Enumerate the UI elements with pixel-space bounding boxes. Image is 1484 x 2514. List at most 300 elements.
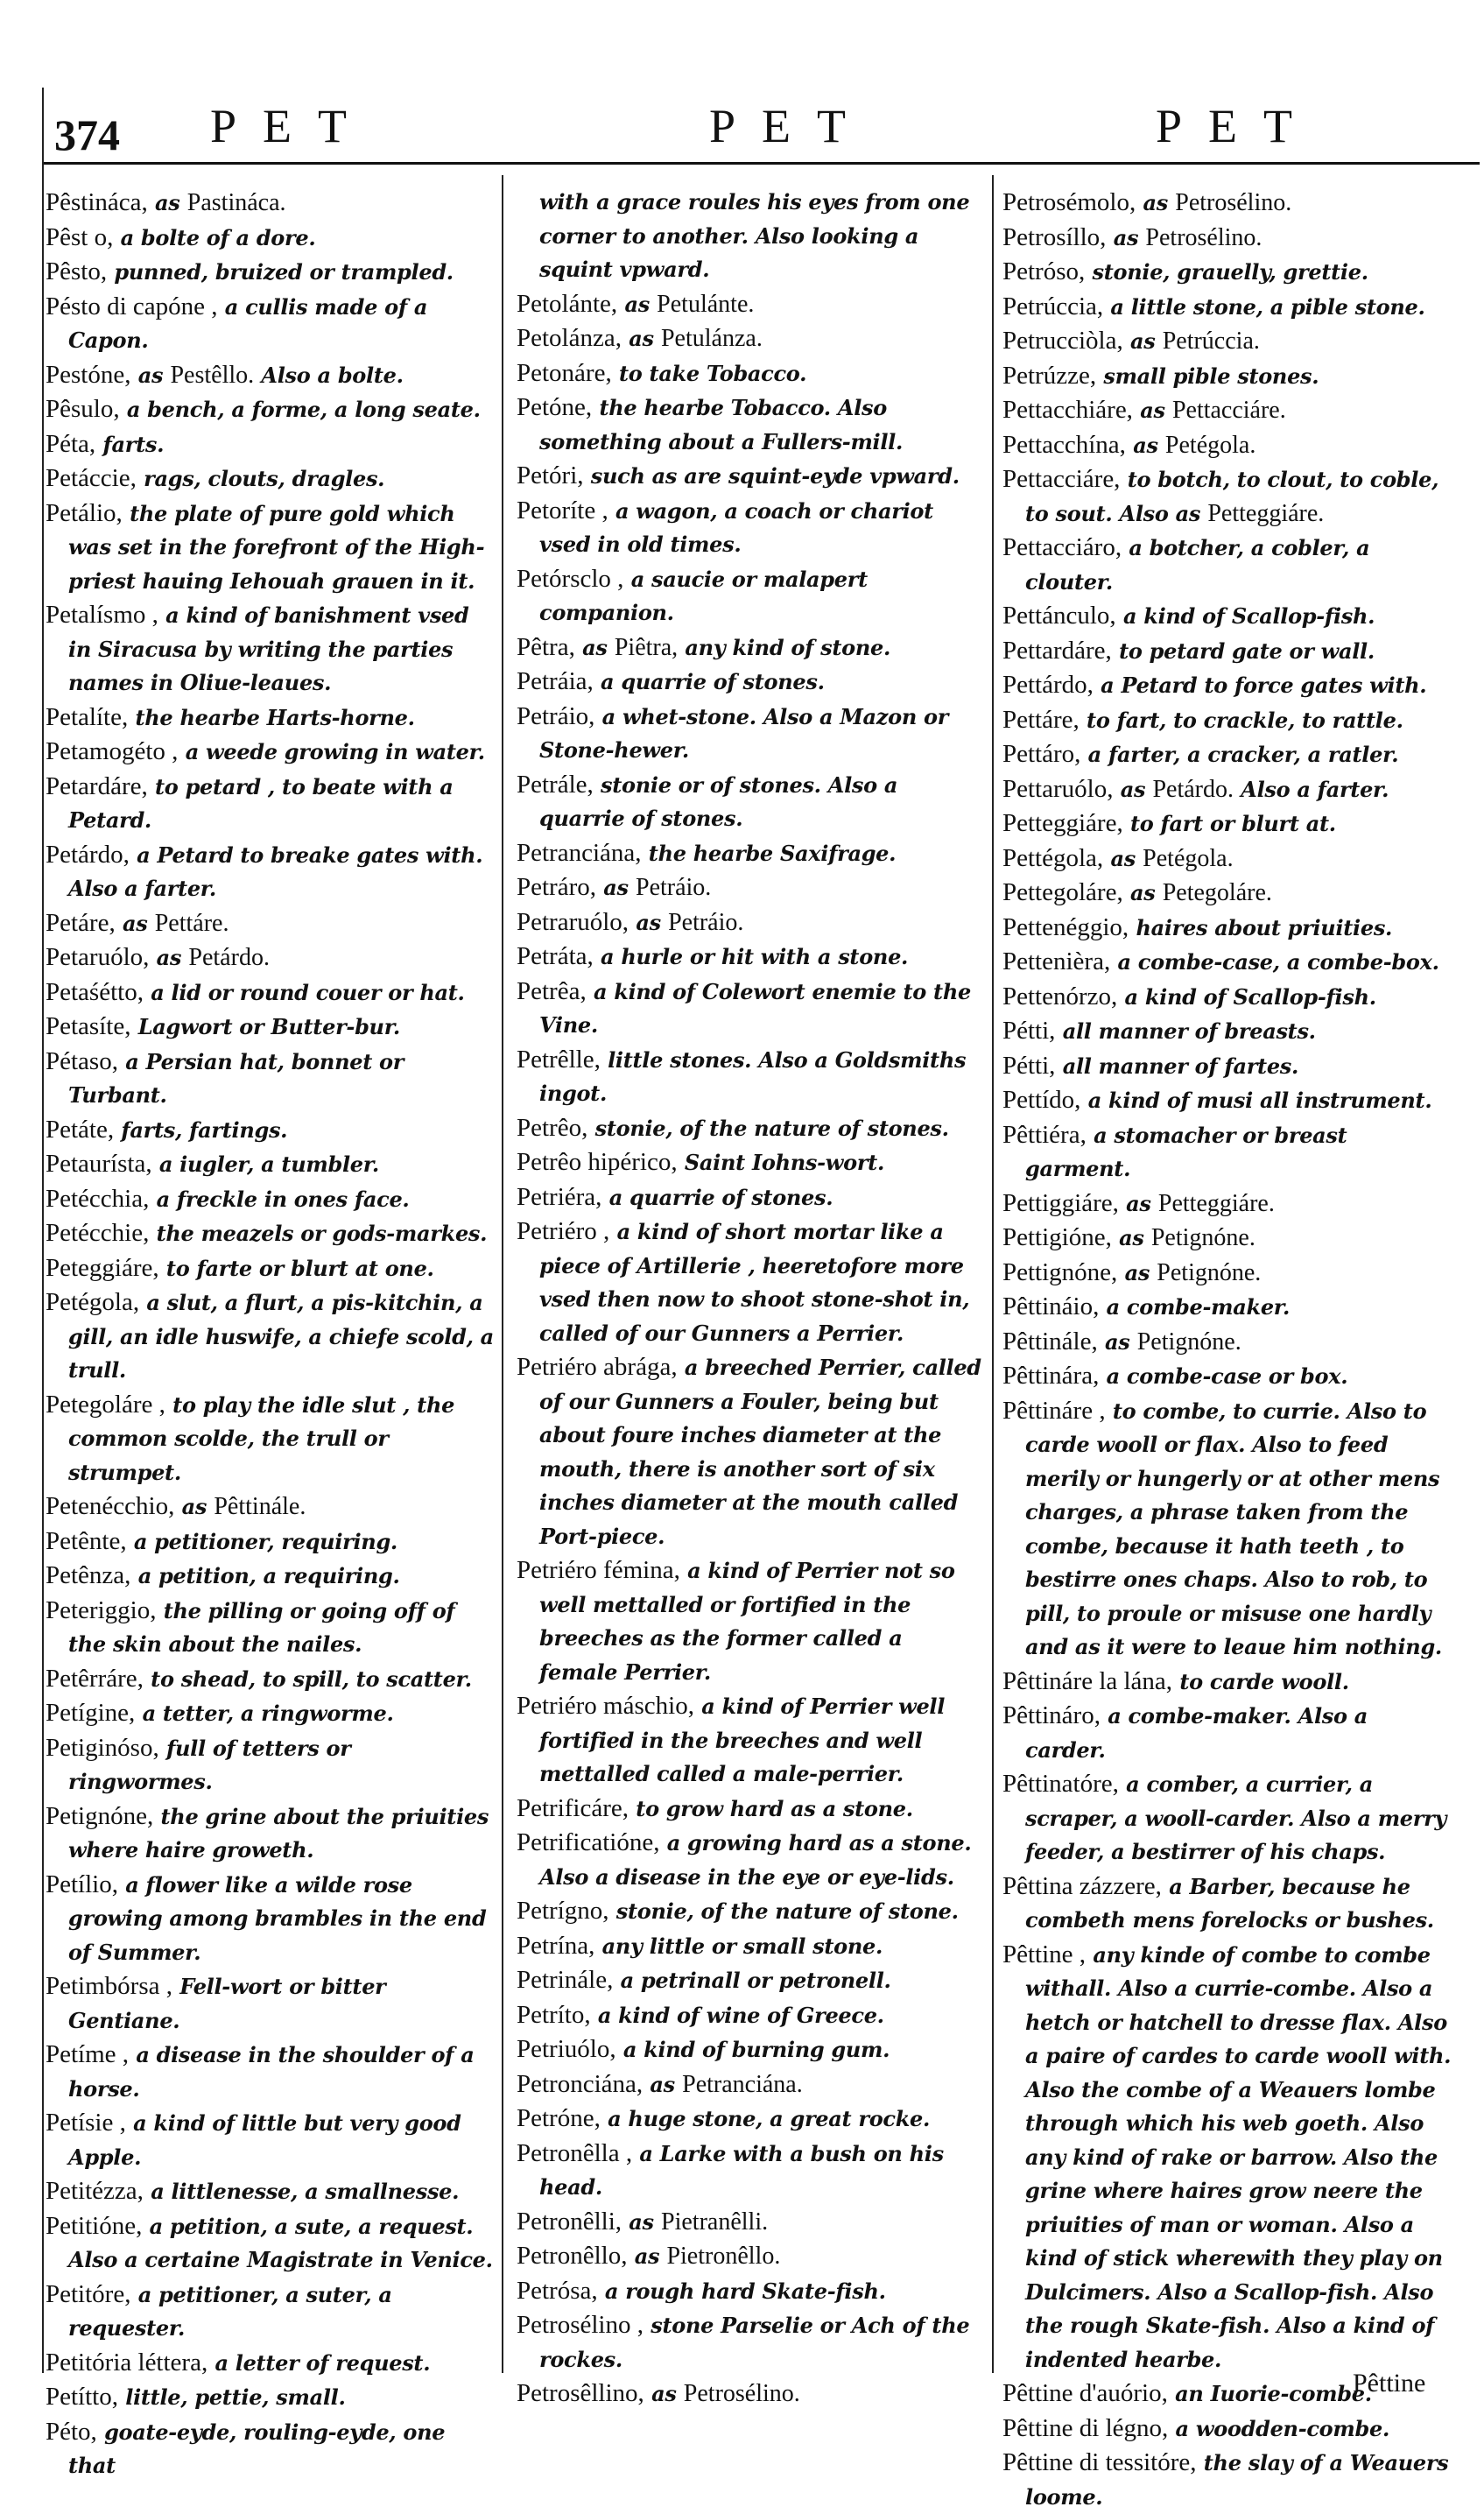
cross-reference: Pestêllo.	[170, 361, 255, 389]
headword: Pêttináre ,	[1002, 1396, 1106, 1425]
headword: Petraruólo,	[517, 907, 629, 936]
definition: a saucie or malapert companion.	[539, 566, 868, 625]
dictionary-entry	[517, 1826, 985, 1894]
dictionary-entry	[1002, 876, 1453, 911]
dictionary-entry	[517, 391, 985, 459]
definition: a kind of wine of Greece.	[597, 2002, 884, 2028]
headword: Petróne,	[517, 2104, 601, 2132]
definition: a flower like a wilde rose growing among brambles in the end of Summer.	[68, 1871, 487, 1965]
headword: Petrígno,	[517, 1897, 609, 1925]
dictionary-entry	[46, 1696, 496, 1731]
headword: Petrinále,	[517, 1966, 614, 1994]
dictionary-entry	[1002, 531, 1453, 599]
definition: farts, fartings.	[121, 1116, 288, 1143]
definition: as	[629, 2208, 654, 2235]
definition: to take Tobacco.	[618, 360, 807, 386]
headword: Petasíte,	[46, 1012, 131, 1040]
headword: Péto,	[46, 2417, 97, 2446]
definition: a petrinall or petronell.	[620, 1968, 891, 1993]
dictionary-entry	[46, 2415, 496, 2483]
headword: Petísie ,	[46, 2109, 126, 2137]
dictionary-entry	[517, 1350, 985, 1553]
dictionary-entry	[1002, 772, 1453, 807]
headword: Pettégola,	[1002, 843, 1104, 872]
left-margin-rule	[42, 88, 44, 2373]
definition: stonie or of stones. Also a quarrie of stones.	[539, 771, 898, 831]
dictionary-entry	[517, 975, 985, 1043]
definition: a comber, a currier, a scraper, a wooll-carder. Also a merry feeder, a bestirrer of his chaps.	[1025, 1771, 1447, 1864]
dictionary-entry	[46, 1010, 496, 1045]
headword: Pestóne,	[46, 360, 131, 389]
dictionary-entry	[46, 2278, 496, 2346]
headword: Pêttine di légno,	[1002, 2413, 1169, 2442]
column-rule-2	[992, 175, 994, 2373]
dictionary-entry	[517, 940, 985, 975]
dictionary-entry	[517, 1043, 985, 1111]
headword: Petaurísta,	[46, 1150, 152, 1178]
dictionary-entry	[517, 836, 985, 871]
cross-reference: Petranciána.	[682, 2070, 803, 2098]
headword: Petráro,	[517, 873, 596, 901]
cross-reference: Petteggiáre.	[1207, 499, 1325, 527]
definition: full of tetters or ringwormes.	[68, 1735, 351, 1794]
headword: Petriéro ,	[517, 1217, 610, 1245]
headword: Pettenéggio,	[1002, 912, 1129, 941]
definition: a Barber, because he combeth mens forelocks or bushes.	[1025, 1873, 1434, 1933]
headword: Pétti,	[1002, 1051, 1056, 1080]
dictionary-entry	[517, 562, 985, 630]
running-head-center: PET	[709, 100, 873, 152]
headword: Petriéro máschio,	[517, 1692, 694, 1720]
catchword: Pêttine	[1353, 2369, 1426, 2398]
headword: Petrêo,	[517, 1113, 588, 1142]
definition: a rough hard Skate-fish.	[604, 2278, 886, 2304]
dictionary-entry	[1002, 2412, 1453, 2447]
headword: Petrêlle,	[517, 1045, 601, 1074]
dictionary-entry	[46, 255, 496, 290]
headword: Petriéro abrága,	[517, 1353, 678, 1381]
dictionary-entry	[517, 1929, 985, 1964]
headword: Petáre,	[46, 908, 116, 937]
dictionary-entry	[46, 1662, 496, 1697]
cross-reference: Petignóne.	[1150, 1224, 1255, 1251]
dictionary-entry	[46, 1969, 496, 2038]
definition: a farter, a cracker, a ratler.	[1087, 742, 1399, 767]
definition: as	[1143, 190, 1168, 215]
dictionary-entry	[46, 598, 496, 701]
headword: Pêst o,	[46, 222, 114, 251]
definition: stonie, grauelly, grettie.	[1092, 259, 1368, 285]
definition: an Iuorie-combe.	[1175, 2381, 1372, 2406]
definition: the slay of a Weauers loome.	[1025, 2450, 1449, 2510]
dictionary-entry	[46, 1045, 496, 1113]
headword: Petóne,	[517, 393, 593, 421]
headword: Petílio,	[46, 1870, 118, 1898]
definition: a kind of short mortar like a piece of Artillerie , heeretofore more vsed then now to shoot stone-shot in, called of our Gunners a Perrier.	[539, 1219, 970, 1346]
headword: Petríto,	[517, 2000, 591, 2029]
dictionary-entry	[517, 287, 985, 322]
dictionary-entry	[46, 1525, 496, 1560]
cross-reference: Petrosélino.	[683, 2380, 800, 2407]
headword: Petênza,	[46, 1561, 131, 1589]
definition: Saint Iohns-wort.	[684, 1150, 885, 1175]
dictionary-entry	[517, 1689, 985, 1792]
page-number: 374	[54, 110, 120, 159]
definition: a bolte of a dore.	[120, 224, 316, 250]
headword: Petronêlli,	[517, 2207, 622, 2236]
definition: stone Parselie or Ach of the rockes.	[539, 2313, 970, 2372]
headword: Petrúccia,	[1002, 292, 1104, 320]
dictionary-entry	[46, 1113, 496, 1148]
headword: Petoríte ,	[517, 496, 608, 525]
headword: Petriéro fémina,	[517, 1556, 680, 1584]
definition: the grine about the priuities where haire groweth.	[68, 1803, 489, 1863]
dictionary-entry	[46, 221, 496, 256]
definition: as	[1120, 776, 1146, 802]
definition: a slut, a flurt, a pis-kitchin, a gill, an idle huswife, a chiefe scold, a trull.	[68, 1290, 494, 1383]
cross-reference: Petárdo.	[1152, 775, 1234, 803]
definition: Also a farter.	[1241, 776, 1389, 802]
dictionary-entry	[46, 735, 496, 770]
dictionary-entry	[46, 1799, 496, 1868]
headword: Peteggiáre,	[46, 1253, 159, 1282]
headword: Pettiggiáre,	[1002, 1188, 1119, 1217]
headword: Petitória léttera,	[46, 2348, 208, 2377]
cross-reference: Petráio.	[668, 908, 744, 936]
headword: Petrosélino ,	[517, 2311, 644, 2339]
headword: Petitióne,	[46, 2211, 143, 2240]
dictionary-entry	[46, 975, 496, 1011]
definition: the hearbe Tobacco. Also something about a Fullers-mill.	[539, 395, 904, 454]
definition: haires about priuities.	[1136, 914, 1393, 940]
headword: Pettardáre,	[1002, 636, 1112, 665]
definition: a woodden-combe.	[1175, 2415, 1389, 2441]
definition: to carde wooll.	[1179, 1668, 1349, 1694]
definition: a combe-maker. Also a carder.	[1025, 1703, 1368, 1763]
headword: Petolánte,	[517, 289, 618, 318]
dictionary-entry	[1002, 1014, 1453, 1049]
dictionary-entry	[1002, 1394, 1453, 1665]
dictionary-entry	[46, 906, 496, 941]
dictionary-entry	[46, 2038, 496, 2106]
definition: a lid or round couer or hat.	[151, 979, 465, 1005]
headword: Petranciána,	[517, 838, 642, 867]
headword: Pêstináca,	[46, 188, 148, 216]
cross-reference: Pettacciáre.	[1171, 397, 1286, 424]
definition: a huge stone, a great rocke.	[608, 2106, 931, 2131]
definition: as	[634, 2243, 660, 2269]
headword: Petráta,	[517, 942, 594, 970]
headword: Petronciána,	[517, 2069, 644, 2098]
cross-reference: Petignóne.	[1136, 1327, 1241, 1356]
definition: a tetter, a ringworme.	[142, 1701, 394, 1726]
definition: a letter of request.	[215, 2349, 431, 2376]
headword: Petitóre,	[46, 2279, 131, 2308]
definition: as	[1113, 224, 1139, 250]
definition: a combe-case, a combe-box.	[1117, 949, 1439, 975]
cross-reference: Pêttinále.	[214, 1493, 306, 1520]
dictionary-entry	[1002, 1665, 1453, 1700]
dictionary-entry	[517, 2205, 985, 2240]
definition: a quarrie of stones.	[608, 1184, 833, 1210]
dictionary-entry	[46, 838, 496, 906]
definition: Lagwort or Butter-bur.	[137, 1014, 400, 1039]
headword: Pêttiéra,	[1002, 1120, 1087, 1149]
dictionary-entry	[517, 2032, 985, 2067]
dictionary-entry	[1002, 1325, 1453, 1360]
headword: Petêrráre,	[46, 1664, 144, 1693]
dictionary-entry	[46, 940, 496, 975]
definition: a kind of Scallop-fish.	[1122, 603, 1375, 629]
cross-reference: Petegoláre.	[1162, 879, 1272, 906]
headword: Petenécchio,	[46, 1492, 175, 1520]
definition: a kind of banishment vsed in Siracusa by writing the parties names in Oliue-leaues.	[68, 602, 469, 695]
running-head-right: PET	[1156, 100, 1319, 152]
headword: Petolánza,	[517, 324, 622, 352]
headword: Petênte,	[46, 1526, 127, 1555]
definition: a cullis made of a Capon.	[68, 293, 428, 353]
definition: as	[651, 2381, 677, 2406]
headword: Pêttinatóre,	[1002, 1770, 1119, 1798]
definition: a petitioner, a suter, a requester.	[68, 2281, 392, 2341]
definition: as	[181, 1494, 207, 1519]
definition: as	[1124, 1259, 1150, 1285]
definition: a kind of burning gum.	[622, 2037, 890, 2062]
dictionary-entry	[1002, 703, 1453, 738]
dictionary-entry	[46, 496, 496, 599]
definition: a kind of musi all instrument.	[1087, 1088, 1432, 1113]
dictionary-entry	[46, 1285, 496, 1388]
dictionary-entry	[517, 459, 985, 494]
dictionary-entry	[1002, 911, 1453, 946]
dictionary-entry	[1002, 359, 1453, 394]
definition: stonie, of the nature of stone.	[615, 1898, 959, 1924]
headword: Pettigióne,	[1002, 1223, 1112, 1251]
column-1	[46, 186, 496, 2478]
definition: a petition, a requiring.	[137, 1563, 400, 1588]
headword: Petálio,	[46, 498, 123, 527]
headword: Petronêlla ,	[517, 2138, 633, 2167]
cross-reference: Pastináca.	[186, 189, 286, 216]
definition: all manner of fartes.	[1062, 1053, 1299, 1079]
dictionary-entry	[517, 494, 985, 562]
dictionary-entry	[1002, 1359, 1453, 1394]
dictionary-entry	[517, 2067, 985, 2102]
headword: Pêttinále,	[1002, 1327, 1098, 1356]
definition: as	[582, 634, 608, 660]
definition: Also a bolte.	[261, 362, 404, 388]
headword: Petáccie,	[46, 464, 137, 492]
dictionary-entry	[46, 2106, 496, 2174]
dictionary-entry	[517, 321, 985, 356]
dictionary-entry	[1002, 1938, 1453, 2377]
dictionary-entry	[1002, 945, 1453, 980]
headword: Petróso,	[1002, 257, 1086, 285]
dictionary-entry	[1002, 668, 1453, 703]
dictionary-entry	[46, 427, 496, 462]
headword: Petriuólo,	[517, 2035, 616, 2063]
dictionary-entry	[1002, 324, 1453, 359]
dictionary-entry	[46, 1559, 496, 1594]
dictionary-entry	[46, 1216, 496, 1251]
headword: Petalísmo ,	[46, 601, 158, 629]
headword: Petrúzze,	[1002, 361, 1097, 390]
definition: a petitioner, requiring.	[133, 1528, 397, 1554]
headword: Petárdo,	[46, 840, 130, 869]
dictionary-entry	[1002, 1699, 1453, 1767]
dictionary-entry	[517, 700, 985, 768]
dictionary-entry	[517, 2274, 985, 2309]
definition: goate-eyde, rouling-eyde, one that	[68, 2419, 446, 2478]
dictionary-entry	[517, 630, 985, 665]
definition: a freckle in ones face.	[156, 1186, 410, 1212]
headword: Petalíte,	[46, 702, 129, 731]
dictionary-entry	[1002, 462, 1453, 531]
dictionary-entry	[517, 2102, 985, 2137]
definition: a kind of Perrier not so well mettalled or fortified in the breeches as the former called a female Perrier.	[539, 1558, 955, 1685]
definition: any kind of stone.	[685, 634, 891, 660]
headword: Pêttinára,	[1002, 1362, 1100, 1390]
definition: the hearbe Saxifrage.	[648, 840, 897, 866]
dictionary-entry	[46, 1489, 496, 1525]
definition: a hurle or hit with a stone.	[601, 944, 909, 969]
definition: to play the idle slut , the common scolde, the trull or strumpet.	[68, 1391, 455, 1485]
dictionary-entry	[517, 1998, 985, 2033]
definition: a kind of Perrier well fortified in the breeches and well mettalled called a male-perrier.	[539, 1694, 946, 1786]
headword: Petráio,	[517, 701, 595, 730]
definition: as	[1110, 845, 1136, 871]
cross-reference: Pietranêlli.	[661, 2208, 769, 2236]
dictionary-entry	[46, 2346, 496, 2381]
headword: Pettáre,	[1002, 705, 1080, 734]
headword: Petrificáre,	[517, 1793, 629, 1822]
definition: with a grace roules his eyes from one corner to another. Also looking a squint vpward.	[539, 189, 970, 282]
definition: the pilling or going off of the skin about the nailes.	[68, 1597, 455, 1657]
definition: the hearbe Harts-horne.	[135, 704, 415, 730]
dictionary-entry	[1002, 980, 1453, 1015]
headword: Petítto,	[46, 2383, 118, 2411]
definition: to grow hard as a stone.	[636, 1795, 913, 1821]
headword: Petrále,	[517, 770, 594, 799]
dictionary-entry	[517, 1963, 985, 1998]
dictionary-entry	[517, 2308, 985, 2377]
headword: Petórsclo ,	[517, 564, 624, 593]
running-head-left: PET	[210, 100, 374, 152]
dictionary-entry	[517, 1145, 985, 1180]
dictionary-entry	[1002, 186, 1453, 221]
headword: Pêttináro,	[1002, 1701, 1101, 1729]
definition: as	[1129, 880, 1156, 905]
definition: as	[1133, 432, 1158, 458]
headword: Petígine,	[46, 1699, 136, 1727]
definition: small pible stones.	[1103, 363, 1319, 389]
dictionary-entry	[1002, 1187, 1453, 1222]
headword: Petignóne,	[46, 1801, 154, 1830]
definition: the meazels or gods-markes.	[156, 1221, 488, 1246]
definition: to petard gate or wall.	[1119, 637, 1375, 664]
dictionary-entry	[517, 870, 985, 905]
headword: Petrína,	[517, 1931, 595, 1960]
definition: as	[1129, 328, 1156, 354]
headword: Pêttináio,	[1002, 1292, 1100, 1320]
headword: Pésto di capóne ,	[46, 292, 218, 320]
cross-reference: Pietronêllo.	[666, 2243, 781, 2270]
headword: Pettído,	[1002, 1086, 1081, 1114]
dictionary-entry	[1002, 1870, 1453, 1938]
headword: Pêtra,	[517, 632, 575, 661]
definition: any little or small stone.	[601, 1933, 883, 1959]
definition: a bench, a forme, a long seate.	[126, 397, 481, 422]
headword: Petteggiáre,	[1002, 809, 1123, 837]
definition: a wagon, a coach or chariot vsed in old times.	[539, 497, 933, 557]
headword: Petimbórsa ,	[46, 1972, 172, 2000]
dictionary-entry	[46, 290, 496, 358]
dictionary-entry	[1002, 806, 1453, 842]
headword: Pettacciáro,	[1002, 533, 1122, 561]
dictionary-entry	[517, 768, 985, 836]
dictionary-entry	[517, 1792, 985, 1827]
headword: Petíme ,	[46, 2040, 130, 2068]
dictionary-entry	[46, 1388, 496, 1490]
headword: Pêsulo,	[46, 395, 120, 423]
definition: a Persian hat, bonnet or Turbant.	[68, 1048, 404, 1108]
dictionary-entry	[46, 186, 496, 221]
dictionary-entry	[517, 1553, 985, 1689]
definition: as	[137, 362, 164, 388]
definition: as	[650, 2071, 675, 2097]
headword: Pêttináre la lána,	[1002, 1666, 1173, 1695]
definition: the plate of pure gold which was set in the forefront of the High-priest hauing Iehouah grauen in it.	[68, 500, 485, 594]
definition: a Petard to force gates with.	[1101, 673, 1427, 698]
dictionary-entry	[46, 1594, 496, 1662]
definition: a disease in the shoulder of a horse.	[68, 2042, 475, 2102]
dictionary-entry	[1002, 842, 1453, 877]
dictionary-entry	[46, 770, 496, 838]
dictionary-entry	[46, 1182, 496, 1217]
dictionary-entry	[46, 2380, 496, 2415]
headword: Petrosíllo,	[1002, 222, 1107, 251]
headword: Petrificatióne,	[517, 1828, 660, 1856]
definition: as	[122, 910, 148, 936]
dictionary-entry	[517, 2377, 985, 2412]
definition: as	[1140, 398, 1165, 423]
dictionary-entry	[1002, 599, 1453, 634]
definition: as	[1126, 1190, 1151, 1216]
headword: Petamogéto ,	[46, 737, 179, 765]
entry-continuation	[517, 186, 985, 287]
dictionary-entry	[517, 665, 985, 700]
dictionary-entry	[1002, 1049, 1453, 1084]
definition: a whet-stone. Also a Mazon or Stone-hewer.	[539, 703, 949, 763]
headword: Petrêo hipérico,	[517, 1148, 678, 1176]
cross-reference: Petégola.	[1143, 844, 1234, 872]
dictionary-entry	[517, 1215, 985, 1350]
definition: a Larke with a bush on his head.	[539, 2140, 944, 2200]
definition: a Petard to breake gates with. Also a farter.	[68, 842, 483, 901]
definition: all manner of breasts.	[1062, 1018, 1316, 1044]
dictionary-entry	[46, 1731, 496, 1799]
definition: to shead, to spill, to scatter.	[151, 1665, 472, 1692]
definition: as	[603, 875, 629, 900]
definition: punned, bruized or trampled.	[114, 259, 454, 285]
definition: little stones. Also a Goldsmiths ingot.	[539, 1046, 967, 1106]
definition: Fell-wort or bitter Gentiane.	[68, 1974, 386, 2033]
definition: a iugler, a tumbler.	[158, 1151, 379, 1177]
cross-reference: Pettáre.	[154, 909, 229, 937]
definition: a kind of little but very good Apple.	[68, 2110, 461, 2170]
definition: to fart, to crackle, to rattle.	[1087, 707, 1403, 733]
headword: Pêsto,	[46, 257, 108, 285]
